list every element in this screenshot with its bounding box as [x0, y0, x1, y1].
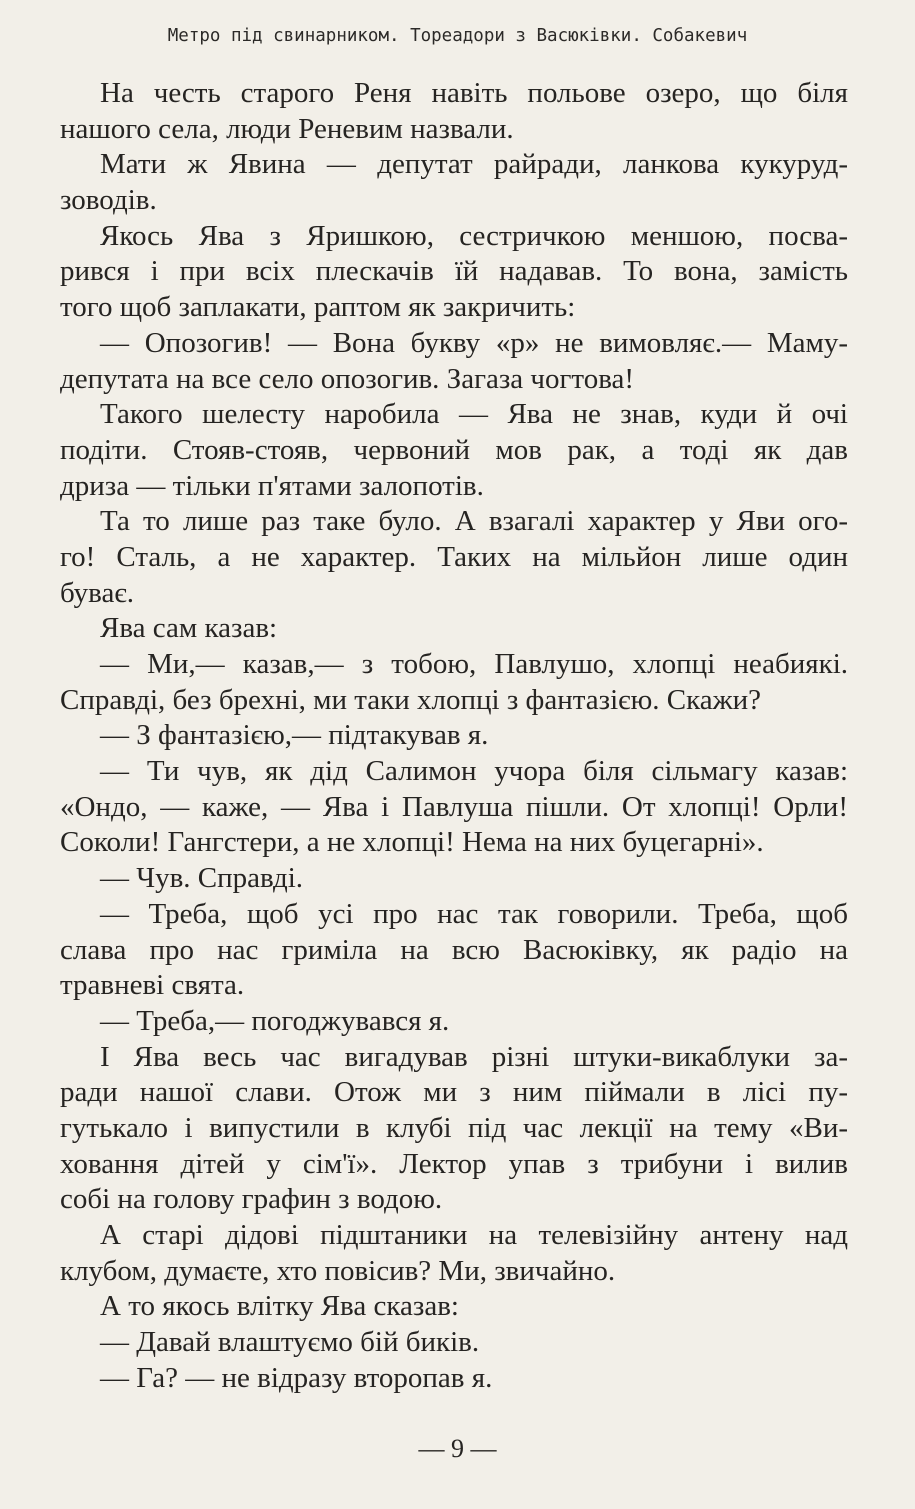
body-text: [60, 76, 848, 1396]
text-line: — Ми,— казав,— з тобою, Павлушо, хлопці неабиякі.: [100, 648, 848, 680]
text-line: Якось Ява з Яришкою, сестричкою меншою, посва-: [100, 219, 848, 252]
text-line: Ява сам казав:: [100, 612, 278, 645]
text-line: ради нашої слави. Отож ми з ним піймали в лісі пу-: [60, 1076, 848, 1109]
running-header: Метро під свинарником. Тореадори з Васюківки. Собакевич: [167, 26, 748, 46]
text-line: — Опозогив! — Вона букву «р» не вимовляє.— Маму-: [100, 326, 848, 359]
text-line: І Ява весь час вигадував різні штуки-викаблуки за-: [100, 1040, 848, 1073]
text-line: нашого села, люди Реневим назвали.: [60, 112, 514, 145]
text-line: Соколи! Гангстери, а не хлопці! Нема на них буцегарні».: [60, 826, 764, 859]
text-line: — Ти чув, як дід Салимон учора біля сільмагу казав:: [100, 755, 848, 788]
page-number: — 9 —: [418, 1434, 497, 1463]
text-line: дриза — тільки п'ятами залопотів.: [60, 469, 484, 502]
text-line: — З фантазією,— підтакував я.: [100, 719, 489, 752]
text-line: Такого шелесту наробила — Ява не знав, куди й очі: [100, 398, 848, 431]
text-line: А то якось влітку Ява сказав:: [100, 1290, 459, 1323]
text-line: — Треба,— погоджувався я.: [100, 1004, 450, 1037]
text-line: травневі свята.: [60, 969, 245, 1002]
text-line: подіти. Стояв-стояв, червоний мов рак, а тоді як дав: [60, 433, 848, 466]
text-line: Справді, без брехні, ми таки хлопці з фантазією. Скажи?: [60, 683, 762, 716]
text-line: — Га? — не відразу второпав я.: [100, 1361, 493, 1394]
text-line: клубом, думаєте, хто повісив? Ми, звичайно.: [60, 1254, 616, 1287]
text-line: зоводів.: [60, 184, 157, 217]
text-line: На честь старого Реня навіть польове озеро, що біля: [100, 77, 848, 109]
text-line: — Треба, щоб усі про нас так говорили. Треба, щоб: [100, 897, 848, 930]
text-line: го! Сталь, а не характер. Таких на мільйон лише один: [60, 540, 848, 573]
text-line: — Чув. Справді.: [100, 862, 304, 895]
text-line: Та то лише раз таке було. А взагалі характер у Яви ого-: [100, 505, 848, 538]
text-line: слава про нас гриміла на всю Васюківку, як радіо на: [60, 933, 848, 966]
text-line: депутата на все село опозогив. Загаза чогтова!: [60, 362, 635, 395]
text-line: ховання дітей у сім'ї». Лектор упав з трибуни і вилив: [60, 1147, 848, 1180]
text-line: того щоб заплакати, раптом як закричить:: [60, 291, 576, 324]
text-line: рився і при всіх плескачів їй надавав. То вона, замість: [60, 255, 848, 288]
text-line: гутькало і випустили в клубі під час лекції на тему «Ви-: [60, 1111, 848, 1144]
text-line: Мати ж Явина — депутат райради, ланкова кукуруд-: [100, 148, 848, 181]
text-line: «Ондо, — каже, — Ява і Павлуша пішли. От хлопці! Орли!: [60, 790, 848, 823]
text-line: А старі дідові підштаники на телевізійну антену над: [100, 1219, 848, 1251]
text-line: буває.: [60, 576, 135, 609]
text-line: собі на голову графин з водою.: [60, 1183, 443, 1216]
text-line: — Давай влаштуємо бій биків.: [100, 1326, 480, 1359]
